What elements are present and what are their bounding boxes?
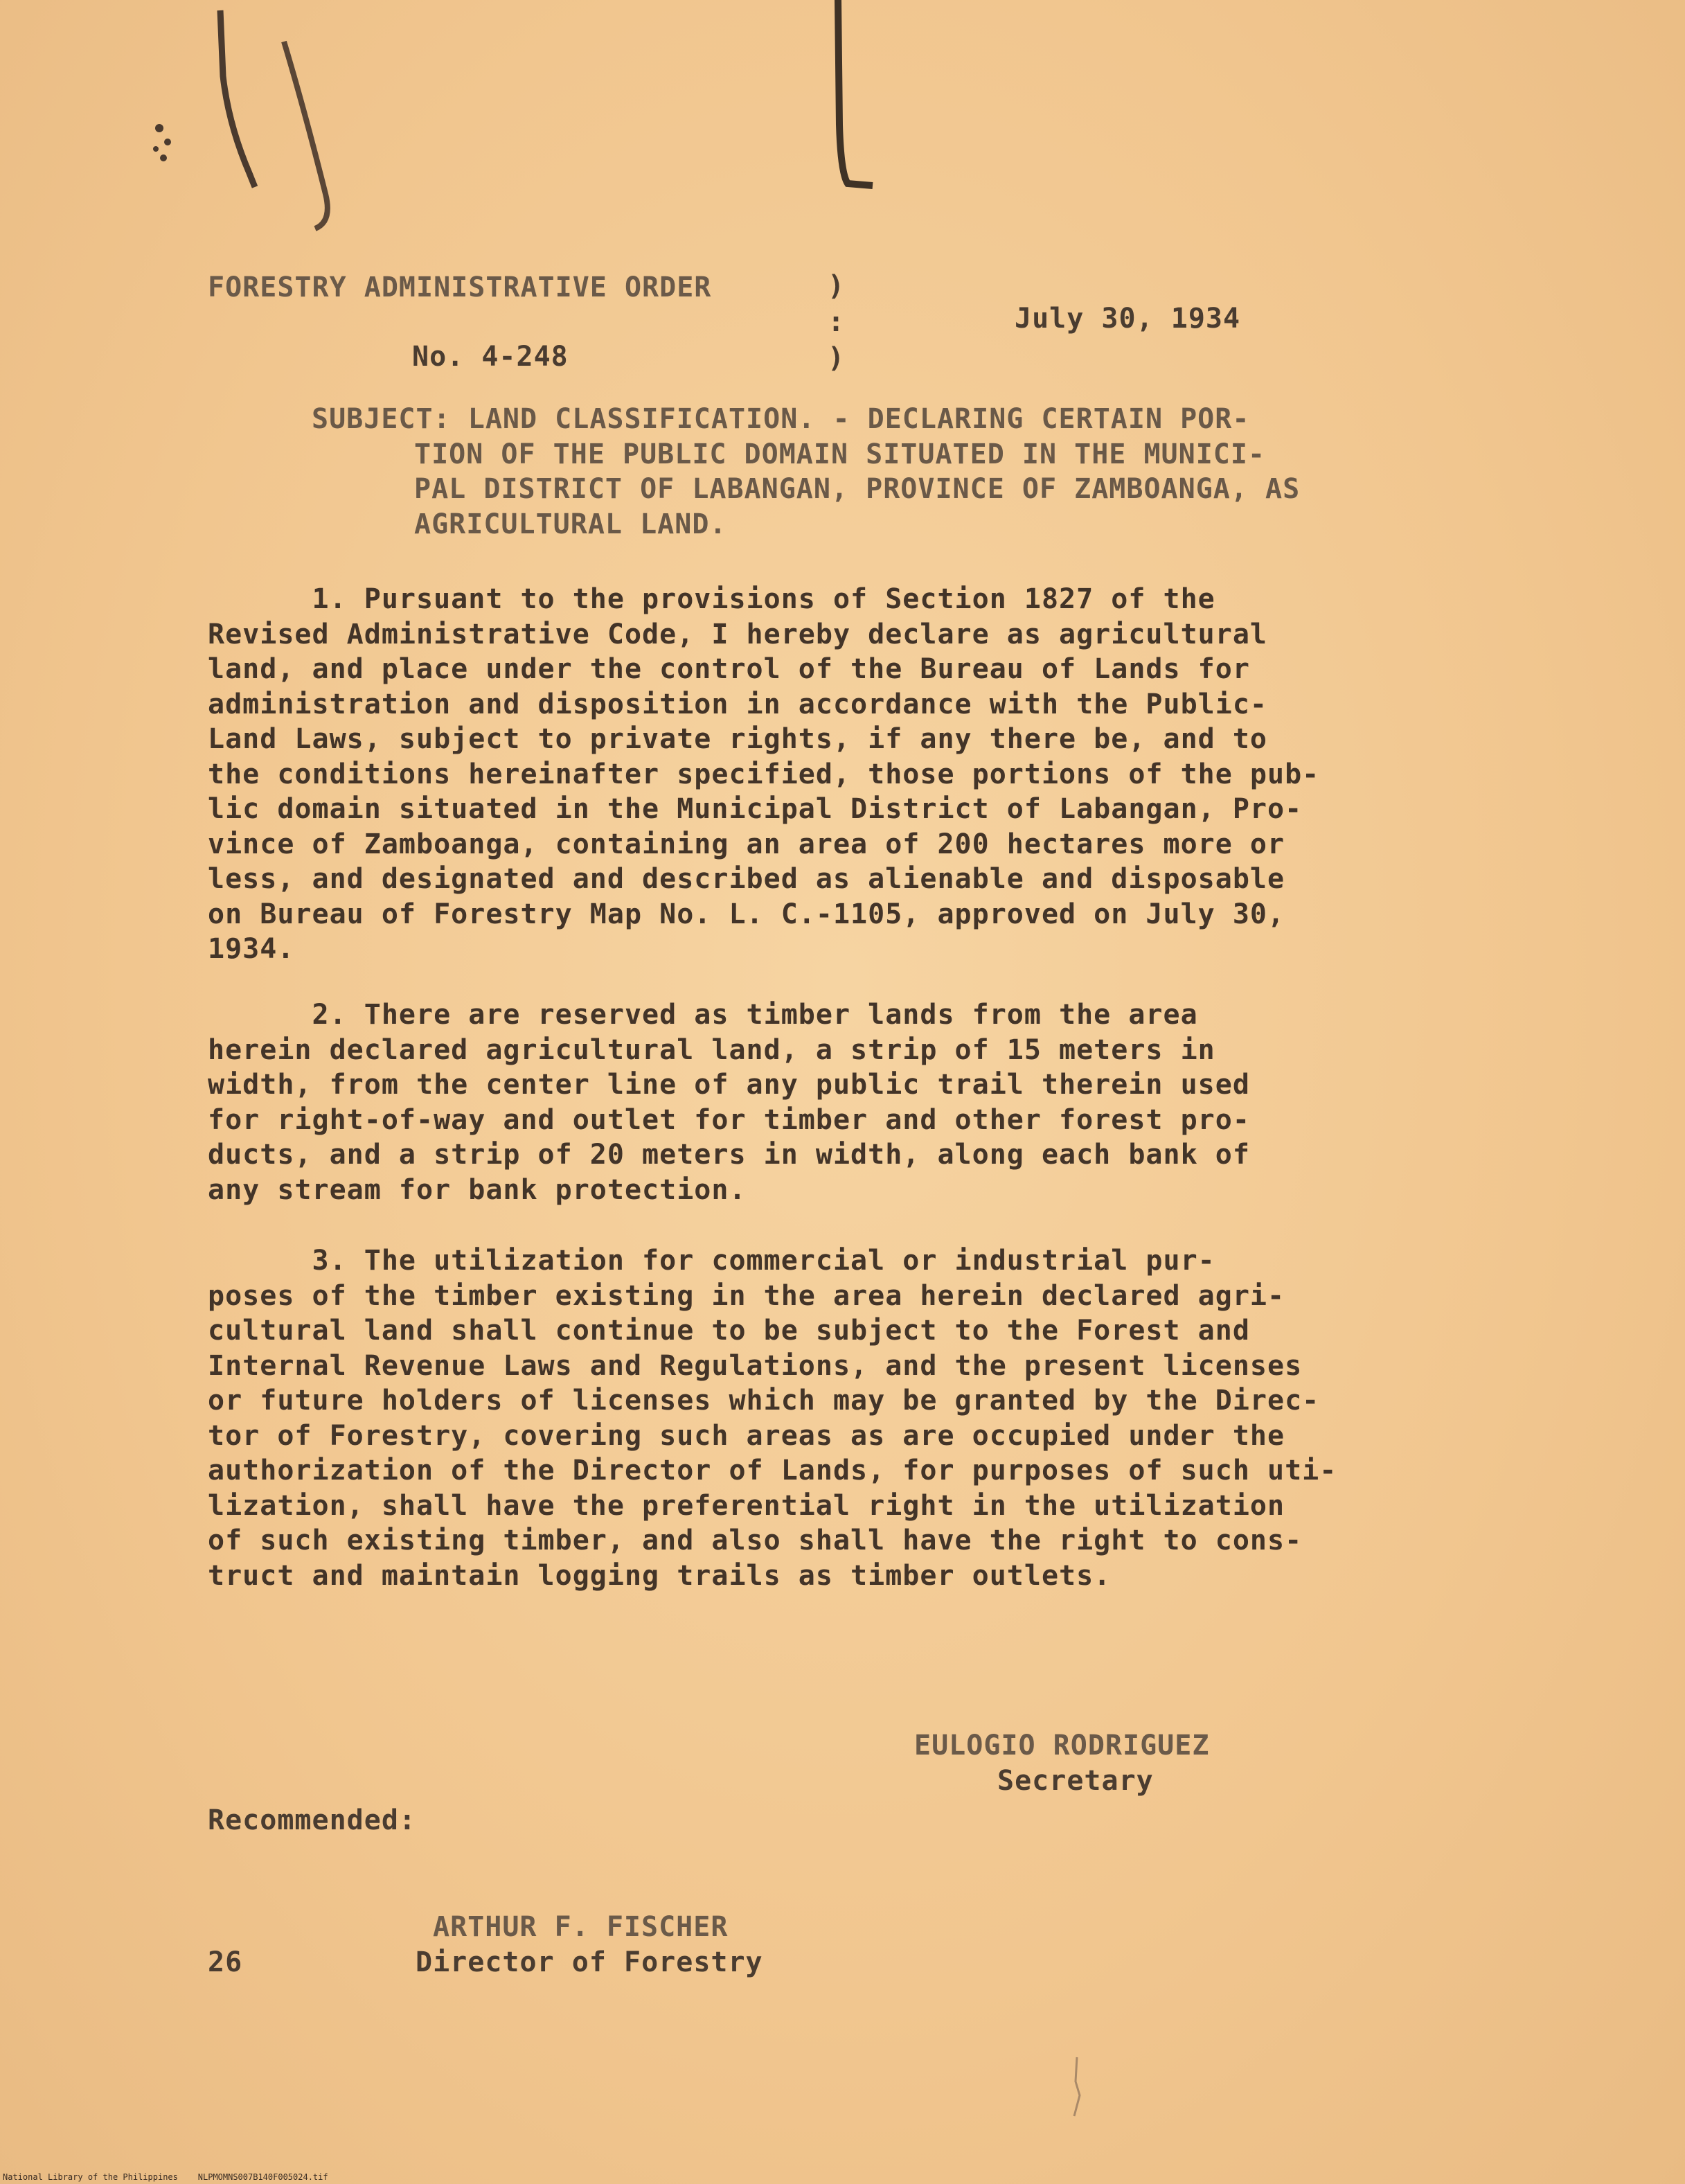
body-line: of such existing timber, and also shall have the right to cons- — [208, 1525, 1303, 1556]
body-line: on Bureau of Forestry Map No. L. C.-1105, approved on July 30, — [208, 898, 1285, 930]
smudge-icon — [1056, 2054, 1098, 2123]
bracket-bottom: ) — [828, 342, 846, 374]
paragraph-2 — [208, 997, 1558, 1207]
staple-marks-icon — [0, 0, 1685, 277]
body-line: for right-of-way and outlet for timber and other forest pro- — [208, 1103, 1250, 1136]
recommender-title: Director of Forestry — [416, 1946, 763, 1978]
paragraph-3 — [208, 1243, 1558, 1593]
bracket-top: ) — [828, 270, 846, 302]
bracket-mid: : — [828, 306, 846, 338]
page-number: 26 — [208, 1946, 243, 1978]
subject-line: SUBJECT: LAND CLASSIFICATION. - DECLARING CERTAIN POR- — [312, 403, 1250, 435]
archive-footer: National Library of the Philippines NLPMOMNS007B140F005024.tif — [3, 2172, 328, 2182]
subject-line: PAL DISTRICT OF LABANGAN, PROVINCE OF ZAMBOANGA, AS — [414, 473, 1301, 505]
body-line: width, from the center line of any public trail therein used — [208, 1069, 1250, 1101]
body-line: Revised Administrative Code, I hereby declare as agricultural — [208, 618, 1268, 650]
body-line: 2. There are reserved as timber lands from the area — [208, 999, 1198, 1031]
body-line: administration and disposition in accordance with the Public- — [208, 688, 1268, 720]
body-line: lization, shall have the preferential right in the utilization — [208, 1489, 1285, 1522]
body-line: authorization of the Director of Lands, for purposes of such uti- — [208, 1455, 1337, 1486]
body-line: tor of Forestry, covering such areas as are occupied under the — [208, 1419, 1285, 1452]
body-line: the conditions hereinafter specified, those portions of the pub- — [208, 758, 1320, 790]
body-line: vince of Zamboanga, containing an area of 200 hectares more or — [208, 828, 1285, 860]
body-line: 1934. — [208, 933, 295, 965]
body-line: cultural land shall continue to be subject to the Forest and — [208, 1315, 1250, 1347]
body-line: or future holders of licenses which may be granted by the Direc- — [208, 1385, 1320, 1417]
recommender-name: ARTHUR F. FISCHER — [433, 1911, 729, 1943]
subject-line: AGRICULTURAL LAND. — [414, 508, 727, 540]
body-line: 1. Pursuant to the provisions of Section 1827 of the — [208, 583, 1215, 615]
body-line: poses of the timber existing in the area herein declared agri- — [208, 1279, 1285, 1312]
signatory-name: EULOGIO RODRIGUEZ — [914, 1730, 1210, 1761]
order-title: FORESTRY ADMINISTRATIVE ORDER — [208, 272, 712, 303]
order-date: July 30, 1934 — [1015, 303, 1241, 335]
body-line: truct and maintain logging trails as timber outlets. — [208, 1559, 1112, 1592]
recommended-label: Recommended: — [208, 1804, 416, 1836]
body-line: Land Laws, subject to private rights, if any there be, and to — [208, 723, 1268, 755]
signatory-title: Secretary — [997, 1765, 1154, 1797]
body-line: land, and place under the control of the Bureau of Lands for — [208, 653, 1250, 685]
order-number: No. 4-248 — [412, 341, 569, 373]
body-line: Internal Revenue Laws and Regulations, and the present licenses — [208, 1349, 1303, 1382]
body-line: lic domain situated in the Municipal District of Labangan, Pro- — [208, 793, 1303, 825]
subject-line: TION OF THE PUBLIC DOMAIN SITUATED IN THE MUNICI- — [414, 438, 1266, 470]
body-line: ducts, and a strip of 20 meters in width, along each bank of — [208, 1139, 1250, 1171]
subject-block — [312, 402, 1662, 542]
body-line: 3. The utilization for commercial or industrial pur- — [208, 1245, 1215, 1277]
paragraph-1 — [208, 582, 1558, 967]
body-line: any stream for bank protection. — [208, 1173, 747, 1206]
body-line: less, and designated and described as alienable and disposable — [208, 863, 1285, 895]
body-line: herein declared agricultural land, a strip of 15 meters in — [208, 1033, 1215, 1066]
